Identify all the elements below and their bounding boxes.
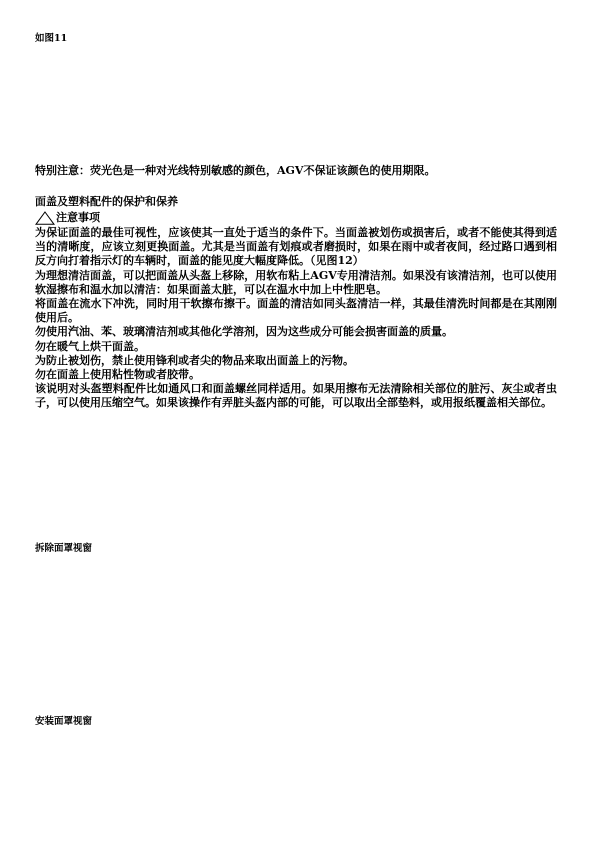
special-note: 特别注意：荧光色是一种对光线特别敏感的颜色，AGV不保证该颜色的使用期限。 xyxy=(35,164,436,177)
removal-heading: 拆除面罩视窗 xyxy=(35,543,93,554)
care-instructions xyxy=(35,226,557,411)
paragraph-plastic-parts: 该说明对头盔塑料配件比如通风口和面盖螺丝同样适用。如果用擦布无法清除相关部位的脏污、灰尘或者虫子，可以使用压缩空气。如果该操作有弄脏头盔内部的可能，可以取出全部垫料，或用报纸覆盖相关部位。 xyxy=(35,382,557,410)
caution-heading xyxy=(35,210,100,225)
caution-title: 注意事项 xyxy=(56,211,100,224)
warning-triangle-icon xyxy=(35,211,55,225)
paragraph-no-tape: 勿在面盖上使用粘性物或者胶带。 xyxy=(35,368,200,382)
figure-caption: 如图11 xyxy=(35,33,68,44)
paragraph-rinsing: 将面盖在流水下冲洗，同时用干软擦布擦干。面盖的清洁如同头盔清洁一样，其最佳清洗时间都是在其刚刚使用后。 xyxy=(35,297,557,325)
paragraph-no-heater: 勿在暖气上烘干面盖。 xyxy=(35,339,145,353)
install-heading: 安装面罩视窗 xyxy=(35,716,93,727)
paragraph-cleaning: 为理想清洁面盖，可以把面盖从头盔上移除，用软布粘上AGV专用清洁剂。如果没有该清洁剂，也可以使用软湿擦布和温水加以清洁：如果面盖太脏，可以在温水中加上中性肥皂。 xyxy=(35,268,557,296)
paragraph-no-sharp-objects: 为防止被划伤，禁止使用锋利或者尖的物品来取出面盖上的污物。 xyxy=(35,353,354,367)
paragraph-visibility: 为保证面盖的最佳可视性，应该使其一直处于适当的条件下。当面盖被划伤或损害后，或者不能使其得到适当的清晰度，应该立刻更换面盖。尤其是当面盖有划痕或者磨损时，如果在雨中或者夜间，经过路口遇到相反方向打着指示灯的车辆时，面盖的能见度大幅度降低。（见图12） xyxy=(35,226,557,268)
paragraph-no-solvents: 勿使用汽油、苯、玻璃清洁剂或其他化学溶剂，因为这些成分可能会损害面盖的质量。 xyxy=(35,325,453,339)
section-title: 面盖及塑料配件的保护和保养 xyxy=(35,195,178,208)
